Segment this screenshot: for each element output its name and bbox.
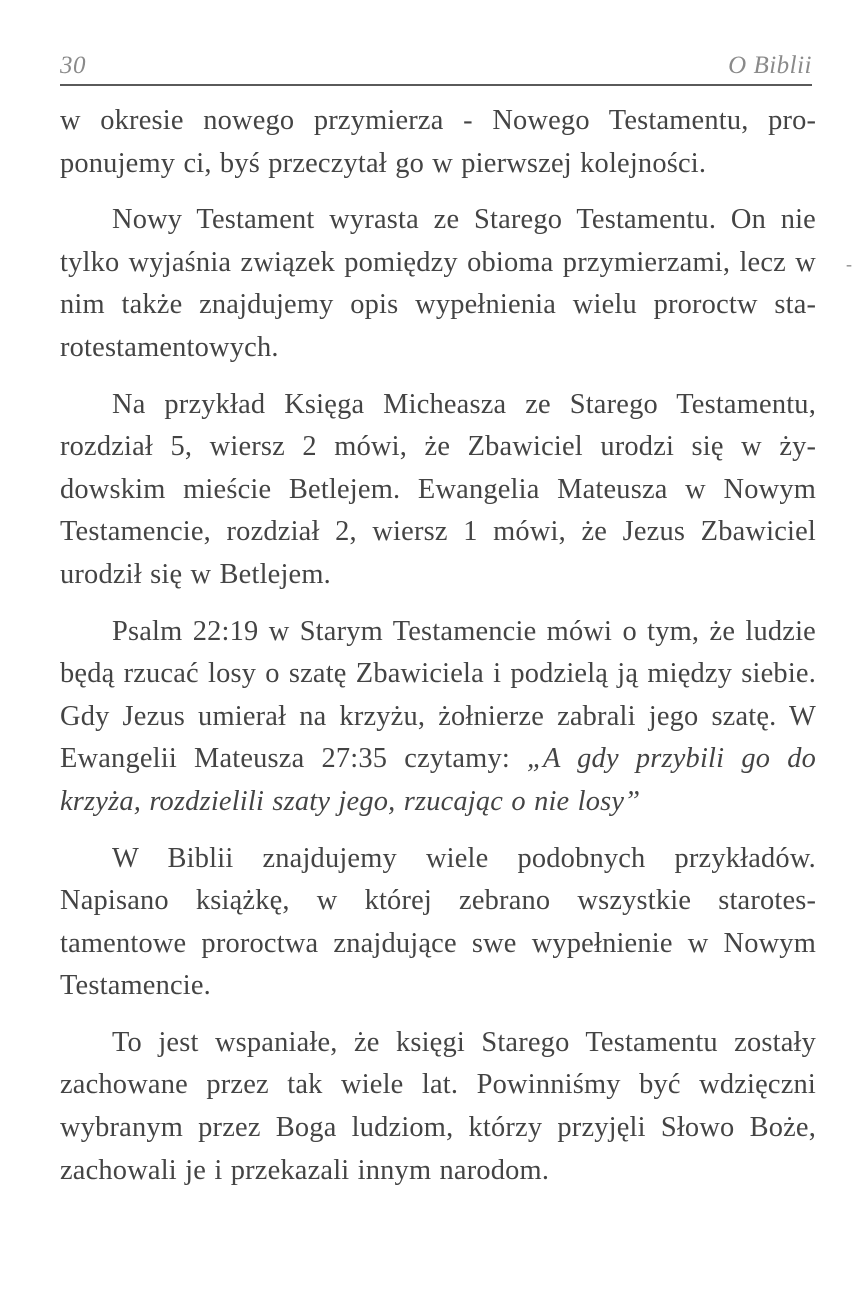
paragraph-3: Na przykład Księga Micheasza ze Starego Testamentu, rozdział 5, wiersz 2 mówi, że Zbawiciel urodzi się w żydowskim mieście Betlejem. Ewangelia Mateusza w Nowym Testamencie, rozdział 2, wiersz 1 mówi, że Jezus Zbawiciel urodził się w Betlejem. xyxy=(60,388,816,590)
paragraph-2: Nowy Testament wyrasta ze Starego Testamentu. On nie tylko wyjaśnia związek pomiędzy obioma przymierzami, lecz w nim także znajdujemy opis wypełnienia wielu proroctw starotestamentowych. xyxy=(60,204,816,363)
paragraph-4-text: Psalm 22:19 w Starym Testamencie mówi o tym, że ludzie będą rzucać losy o szatę Zbawiciela i podzielą ją między siebie. Gdy Jezus umierał na krzyżu, żołnierze zabrali jego szatę. W Ewangelii Mateusza 27:35 czytamy: xyxy=(60,615,816,775)
paragraph-5: W Biblii znajdujemy wiele podobnych przykładów. Napisano książkę, w której zebrano wszystkie starotestamentowe proroctwa znajdujące swe wypełnienie w Nowym Testamencie. xyxy=(60,842,816,1002)
paragraph-1: w okresie nowego przymierza - Nowego Testamentu, proponujemy ci, byś przeczytał go w pierwszej kolejności. xyxy=(60,105,816,179)
paragraph-4 xyxy=(60,611,816,824)
page-number: 30 xyxy=(60,52,86,79)
bible-quote: „A gdy przybili go do krzyża, rozdzielili szaty jego, rzucając o nie losy” xyxy=(60,743,816,817)
paragraph-6: To jest wspaniałe, że księgi Starego Testamentu zostały zachowane przez tak wiele lat. Powinniśmy być wdzięczni wybranym przez Boga ludziom, którzy przyjęli Słowo Boże, zachowali je i przekazali innym narodom. xyxy=(60,1026,816,1186)
running-title: O Biblii xyxy=(728,52,812,79)
running-header xyxy=(60,40,812,80)
header-rule xyxy=(60,84,812,86)
body-text xyxy=(60,100,816,1206)
margin-mark: - xyxy=(846,254,852,274)
